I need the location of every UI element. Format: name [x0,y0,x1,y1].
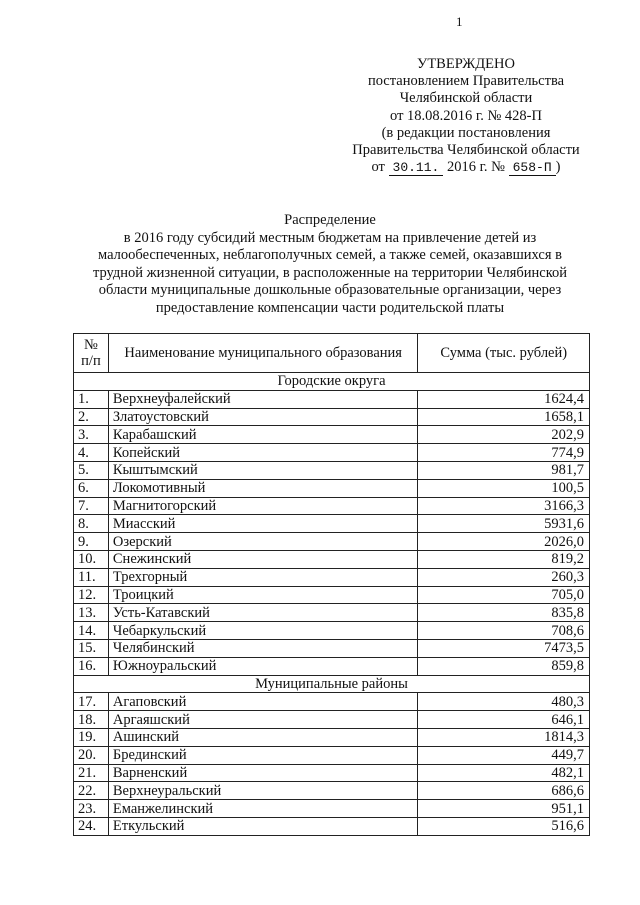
table-row [74,800,590,818]
row-sum: 774,9 [418,444,590,462]
row-sum: 1814,3 [418,728,590,746]
row-name: Верхнеуральский [108,782,418,800]
table-row [74,639,590,657]
row-sum: 686,6 [418,782,590,800]
table-row [74,390,590,408]
row-name: Верхнеуфалейский [108,390,418,408]
row-sum: 1658,1 [418,408,590,426]
row-number: 12. [74,586,109,604]
row-name: Кыштымский [108,461,418,479]
row-name: Чебаркульский [108,622,418,640]
row-number: 19. [74,728,109,746]
table-header-row [74,334,590,373]
title-line: трудной жизненной ситуации, в расположенные на территории Челябинской [92,264,568,281]
approval-line: Правительства Челябинской области [352,142,580,159]
row-number: 13. [74,604,109,622]
row-number: 23. [74,800,109,818]
row-name: Усть-Катавский [108,604,418,622]
amendment-suffix: ) [555,159,561,176]
distribution-table [73,333,590,836]
table-row [74,461,590,479]
header-name: Наименование муниципального образования [108,334,418,373]
row-number: 8. [74,515,109,533]
row-name: Южноуральский [108,657,418,675]
header-num-line2: п/п [81,353,101,369]
title-line: Распределение [284,212,376,228]
row-number: 9. [74,533,109,551]
row-name: Аргаяшский [108,711,418,729]
header-sum: Сумма (тыс. рублей) [418,334,590,373]
row-name: Карабашский [108,426,418,444]
row-name: Еткульский [108,817,418,835]
row-name: Челябинский [108,639,418,657]
row-sum: 5931,6 [418,515,590,533]
section-title: Муниципальные районы [74,675,590,693]
title-line: области муниципальные дошкольные образовательные организации, через [98,282,562,299]
approval-line: от 18.08.2016 г. № 428-П [390,107,542,124]
table-row [74,657,590,675]
table-row [74,515,590,533]
row-sum: 859,8 [418,657,590,675]
amendment-middle: 2016 г. № [446,159,505,176]
row-sum: 1624,4 [418,390,590,408]
row-sum: 708,6 [418,622,590,640]
row-number: 5. [74,461,109,479]
page-number: 1 [456,14,463,29]
table-row [74,764,590,782]
handwritten-date: 30.11. [389,160,444,176]
table-row [74,711,590,729]
row-sum: 819,2 [418,550,590,568]
table-row [74,693,590,711]
row-sum: 2026,0 [418,533,590,551]
row-sum: 449,7 [418,746,590,764]
approval-line: (в редакции постановления [381,124,551,141]
row-sum: 100,5 [418,479,590,497]
table-row [74,728,590,746]
row-sum: 646,1 [418,711,590,729]
row-number: 24. [74,817,109,835]
section-title: Городские округа [74,373,590,391]
row-number: 22. [74,782,109,800]
row-name: Озерский [108,533,418,551]
row-number: 14. [74,622,109,640]
row-sum: 951,1 [418,800,590,818]
title-line: малообеспеченных, неблагополучных семей, а также семей, оказавшихся в [98,247,562,264]
row-name: Агаповский [108,693,418,711]
table-row [74,408,590,426]
row-number: 11. [74,568,109,586]
approval-amendment-line [330,159,602,176]
row-sum: 516,6 [418,817,590,835]
row-number: 1. [74,390,109,408]
table-row [74,444,590,462]
section-row [74,373,590,391]
row-name: Локомотивный [108,479,418,497]
row-name: Трехгорный [108,568,418,586]
approval-line: постановлением Правительства [367,73,565,90]
table-row [74,782,590,800]
row-number: 6. [74,479,109,497]
table-row [74,479,590,497]
row-sum: 705,0 [418,586,590,604]
row-number: 10. [74,550,109,568]
row-name: Копейский [108,444,418,462]
row-sum: 7473,5 [418,639,590,657]
section-row [74,675,590,693]
row-name: Снежинский [108,550,418,568]
row-number: 21. [74,764,109,782]
row-number: 2. [74,408,109,426]
row-number: 18. [74,711,109,729]
table-row [74,746,590,764]
row-name: Златоустовский [108,408,418,426]
row-number: 15. [74,639,109,657]
table-row [74,497,590,515]
row-sum: 260,3 [418,568,590,586]
approval-title: УТВЕРЖДЕНО [417,56,515,72]
row-number: 17. [74,693,109,711]
row-number: 7. [74,497,109,515]
approval-block [330,56,602,176]
table-row [74,426,590,444]
table-row [74,533,590,551]
table-body [74,373,590,836]
header-num [74,334,109,373]
table-row [74,586,590,604]
row-name: Троицкий [108,586,418,604]
title-line: в 2016 году субсидий местным бюджетам на привлечение детей из [123,229,537,246]
table-row [74,550,590,568]
row-name: Магнитогорский [108,497,418,515]
row-name: Ашинский [108,728,418,746]
row-name: Миасский [108,515,418,533]
row-number: 16. [74,657,109,675]
table-row [74,622,590,640]
table-row [74,817,590,835]
row-name: Варненский [108,764,418,782]
amendment-prefix: от [371,159,385,176]
approval-line: Челябинской области [399,90,533,107]
document-title [70,212,590,318]
row-sum: 480,3 [418,693,590,711]
row-name: Еманжелинский [108,800,418,818]
row-sum: 981,7 [418,461,590,479]
row-number: 4. [74,444,109,462]
header-num-line1: № [84,337,98,353]
row-sum: 835,8 [418,604,590,622]
row-sum: 482,1 [418,764,590,782]
table-row [74,604,590,622]
row-number: 3. [74,426,109,444]
row-sum: 202,9 [418,426,590,444]
title-line: предоставление компенсации части родительской платы [155,299,505,316]
row-sum: 3166,3 [418,497,590,515]
row-number: 20. [74,746,109,764]
row-name: Брединский [108,746,418,764]
table-row [74,568,590,586]
handwritten-number: 658-П [509,160,556,176]
